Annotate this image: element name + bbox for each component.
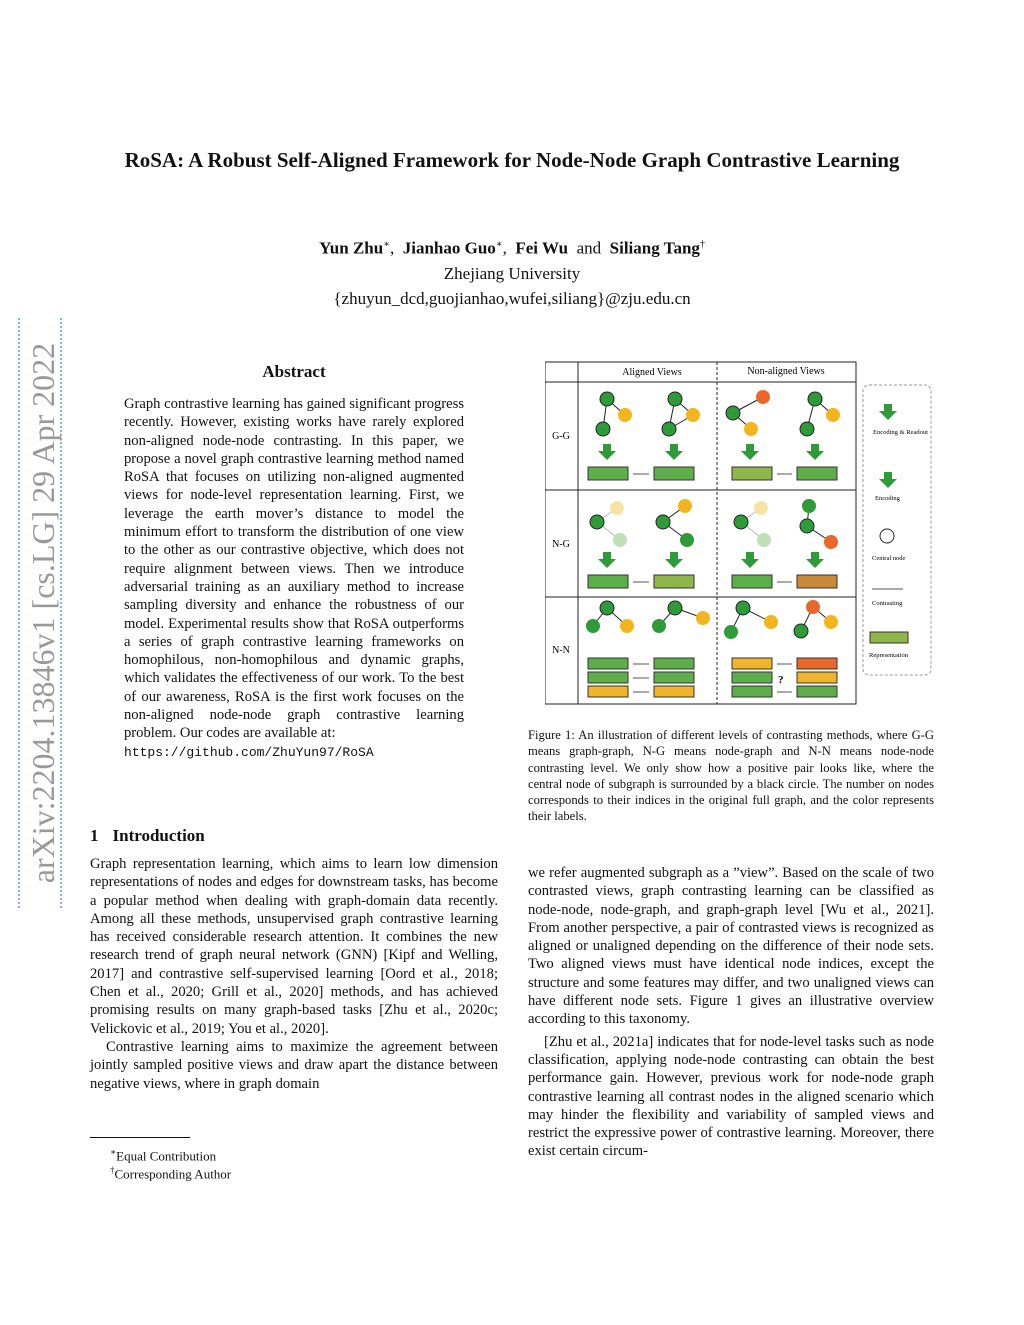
- column-label: Non-aligned Views: [747, 366, 825, 377]
- author-name: Yun Zhu: [319, 238, 384, 258]
- author-mark: ∗: [495, 239, 503, 250]
- author-block: [90, 232, 934, 311]
- abstract-body: [124, 395, 464, 762]
- figure-illustration: [545, 360, 935, 705]
- footnote-mark: ∗: [110, 1147, 117, 1157]
- author-mark: ∗: [383, 239, 390, 250]
- footnote-text: Equal Contribution: [116, 1148, 217, 1164]
- author-separator: and: [576, 238, 602, 258]
- author-separator: ,: [390, 238, 395, 258]
- unknown-pair-mark: ?: [778, 674, 784, 686]
- footnote: [110, 1162, 231, 1182]
- intro-text: [90, 855, 498, 1093]
- legend-label: Central node: [872, 555, 906, 562]
- footnote-mark: †: [110, 1165, 115, 1175]
- right-column-text: [528, 864, 934, 1161]
- paragraph: Graph representation learning, which aims to learn low dimension representations of nodes and edges for downstream tasks, has become a popular method when dealing with graph-domain data recently. Among all these methods, unsupervised graph contrastive learning has received considerable research attention. It combines the new research trend of graph neural network (GNN) [Kipf and Welling, 2017] and contrastive self-supervised learning [Oord et al., 2018; Chen et al., 2020; Grill et al., 2020] methods, and has achieved promising results on many graph-based tasks [Zhu et al., 2020c; Velickovic et al., 2019; You et al., 2020].: [90, 856, 498, 1037]
- row-label: G-G: [552, 431, 570, 442]
- footnote-rule: [90, 1137, 190, 1138]
- author-separator: ,: [502, 238, 507, 258]
- legend-label: Representation: [869, 652, 908, 659]
- figure-caption: Figure 1: An illustration of different levels of contrasting methods, where G-G means graph-graph, N-G means node-graph and N-N means node-node contrasting level. We only show how a positive pair looks like, where the central node of subgraph is surrounded by a black circle. The number on nodes corresponds to their indices in the original full graph, and the color represents their labels.: [528, 728, 934, 824]
- paragraph: Contrastive learning aims to maximize the agreement between jointly sampled positive views and draw apart the distance between negative views, where in graph domain: [90, 1038, 498, 1092]
- section-heading: [90, 826, 219, 846]
- author-mark: †: [699, 239, 705, 250]
- code-link[interactable]: https://github.com/ZhuYun97/RoSA: [124, 744, 374, 760]
- central-node-icon: [880, 529, 894, 543]
- affiliation: Zhejiang University: [443, 263, 581, 283]
- arrow-icon: [879, 472, 897, 488]
- paragraph: [Zhu et al., 2021a] indicates that for node-level tasks such as node classification, applying node-node contrasting can obtain the best performance gain. However, previous work for node-node graph contrastive learning all contrast nodes in the aligned scenario which may hinder the flexibility and variability of sampled views and restrict the expressive power of contrastive learning. Moreover, there exist certain circum-: [528, 1033, 934, 1160]
- figure-1: [545, 360, 935, 705]
- row-label: N-N: [552, 645, 570, 656]
- legend-label: Encoding & Readout: [873, 429, 928, 436]
- column-label: Aligned Views: [622, 367, 682, 378]
- author-name: Jianhao Guo: [402, 238, 496, 258]
- section-title: Introduction: [112, 826, 205, 845]
- paragraph: we refer augmented subgraph as a ”view”. Based on the scale of two contrasted views, graph contrasting learning can be classified as node-node, node-graph, and graph-graph level [Wu et al., 2021]. From another perspective, a pair of contrasted views is recognized as aligned or unaligned depending on the difference of their node sets. Two aligned views must have identical node indices, except the structure and some features may differ, and two unaligned views can have different node sets. Figure 1 gives an illustrative overview according to this taxonomy.: [528, 865, 934, 1028]
- author-name: Fei Wu: [515, 238, 569, 258]
- arrow-icon: [879, 404, 897, 420]
- arxiv-identifier: arXiv:2204.13846v1 [cs.LG] 29 Apr 2022: [25, 342, 61, 884]
- footnote-text: Corresponding Author: [114, 1166, 232, 1182]
- author-name: Siliang Tang: [609, 238, 700, 258]
- row-label: N-G: [552, 539, 570, 550]
- author-list: [90, 232, 934, 261]
- paper-title: RoSA: A Robust Self-Aligned Framework for Node-Node Graph Contrastive Learning: [124, 148, 900, 172]
- arxiv-sidebar: [16, 318, 68, 908]
- representation-icon: [870, 632, 908, 643]
- abstract-text: Graph contrastive learning has gained significant progress recently. However, existing works have rarely explored non-aligned node-node contrasting. In this paper, we propose a novel graph contrastive learning method named RoSA that focuses on utilizing non-aligned augmented views for node-level representation learning. First, we leverage the earth mover’s distance to model the minimum effort to transform the distribution of one view to the other as our contrastive objective, which does not require alignment between views. Then we introduce adversarial training as an auxiliary method to increase sampling diversity and enhance the robustness of our model. Experimental results show that RoSA outperforms a series of graph contrastive learning frameworks on homophilous, non-homophilous and dynamic graphs, which validates the effectiveness of our work. To the best of our awareness, RoSA is the first work focuses on the non-aligned node-node graph contrastive learning problem. Our codes are available at:: [124, 396, 464, 742]
- section-number: 1: [90, 826, 99, 845]
- author-emails: {zhuyun_dcd,guojianhao,wufei,siliang}@zju.edu.cn: [333, 288, 691, 308]
- legend-label: Contrasting: [872, 600, 903, 607]
- legend-label: Encoding: [875, 495, 900, 502]
- abstract-heading: Abstract: [262, 362, 326, 381]
